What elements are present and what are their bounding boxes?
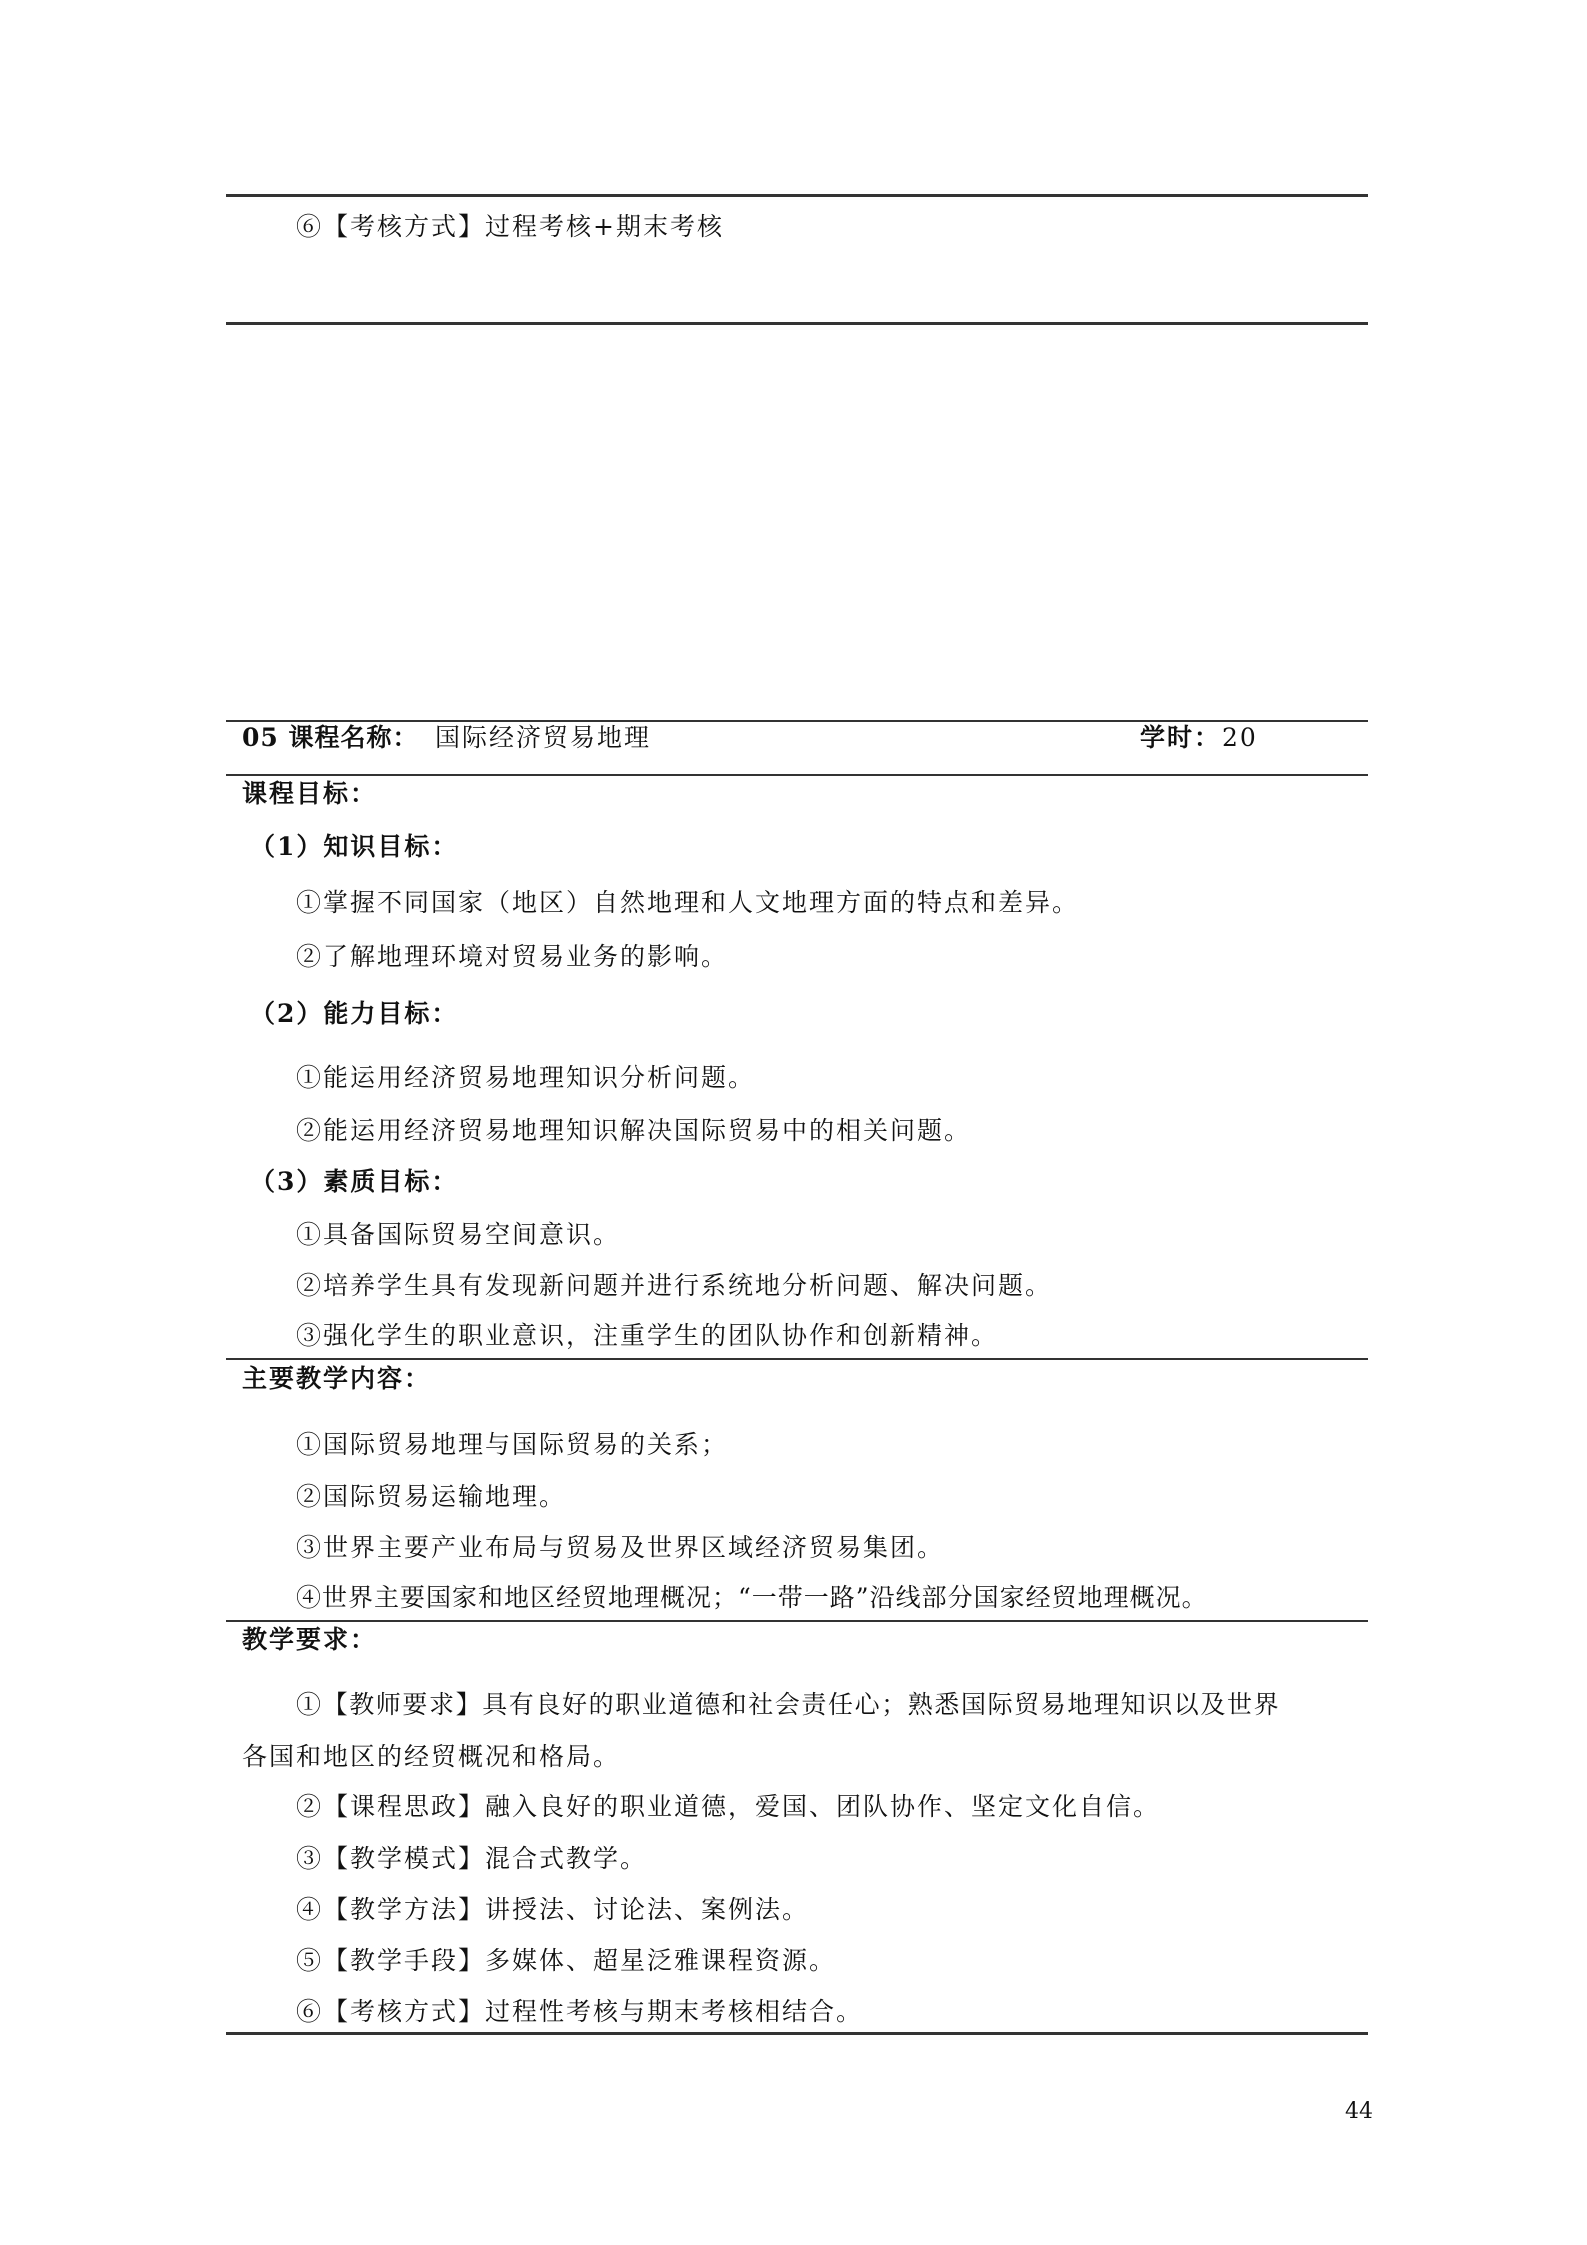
content-item: ③世界主要产业布局与贸易及世界区域经济贸易集团。 <box>296 1533 945 1562</box>
knowledge-objective-item: ②了解地理环境对贸易业务的影响。 <box>296 942 729 971</box>
requirements-heading: 教学要求： <box>242 1625 378 1654</box>
prev-table-top-border <box>226 194 1368 197</box>
quality-objective-item: ③强化学生的职业意识，注重学生的团队协作和创新精神。 <box>296 1321 999 1350</box>
content-item: ②国际贸易运输地理。 <box>296 1482 567 1511</box>
requirement-item: ④【教学方法】讲授法、讨论法、案例法。 <box>296 1895 810 1924</box>
prev-table-bottom-border <box>226 322 1368 325</box>
content-item: ①国际贸易地理与国际贸易的关系； <box>296 1430 729 1459</box>
objectives-heading: 课程目标： <box>242 779 378 808</box>
knowledge-objective-item: ①掌握不同国家（地区）自然地理和人文地理方面的特点和差异。 <box>296 888 1080 917</box>
quality-objective-item: ②培养学生具有发现新问题并进行系统地分析问题、解决问题。 <box>296 1271 1053 1300</box>
requirement-item: ①【教师要求】具有良好的职业道德和社会责任心；熟悉国际贸易地理知识以及世界 <box>296 1690 1281 1719</box>
ability-objective-item: ①能运用经济贸易地理知识分析问题。 <box>296 1063 756 1092</box>
course-name: 国际经济贸易地理 <box>435 723 652 752</box>
content-item: ④世界主要国家和地区经贸地理概况；“一带一路”沿线部分国家经贸地理概况。 <box>296 1583 1208 1612</box>
course-number-label: 05 课程名称： <box>242 723 419 752</box>
content-heading: 主要教学内容： <box>242 1364 432 1393</box>
requirement-item: ②【课程思政】融入良好的职业道德，爱国、团队协作、坚定文化自信。 <box>296 1792 1161 1821</box>
page-number: 44 <box>1345 2099 1373 2124</box>
requirement-item-continuation: 各国和地区的经贸概况和格局。 <box>242 1742 621 1771</box>
quality-objectives-heading: （3）素质目标： <box>250 1167 459 1196</box>
quality-objective-item: ①具备国际贸易空间意识。 <box>296 1220 621 1249</box>
requirement-item: ⑤【教学手段】多媒体、超星泛雅课程资源。 <box>296 1946 837 1975</box>
objectives-bottom-divider <box>226 1358 1368 1360</box>
course-hours-value: 20 <box>1222 723 1258 752</box>
requirement-item: ③【教学模式】混合式教学。 <box>296 1844 648 1873</box>
prev-assessment-line: ⑥【考核方式】过程考核+期末考核 <box>296 212 724 241</box>
requirement-item: ⑥【考核方式】过程性考核与期末考核相结合。 <box>296 1997 864 2026</box>
course-header-divider <box>226 774 1368 776</box>
knowledge-objectives-heading: （1）知识目标： <box>250 832 459 861</box>
content-bottom-divider <box>226 1620 1368 1622</box>
ability-objectives-heading: （2）能力目标： <box>250 999 459 1028</box>
course-table-bottom-border <box>226 2032 1368 2035</box>
ability-objective-item: ②能运用经济贸易地理知识解决国际贸易中的相关问题。 <box>296 1116 972 1145</box>
course-hours-label: 学时： <box>1140 723 1222 752</box>
